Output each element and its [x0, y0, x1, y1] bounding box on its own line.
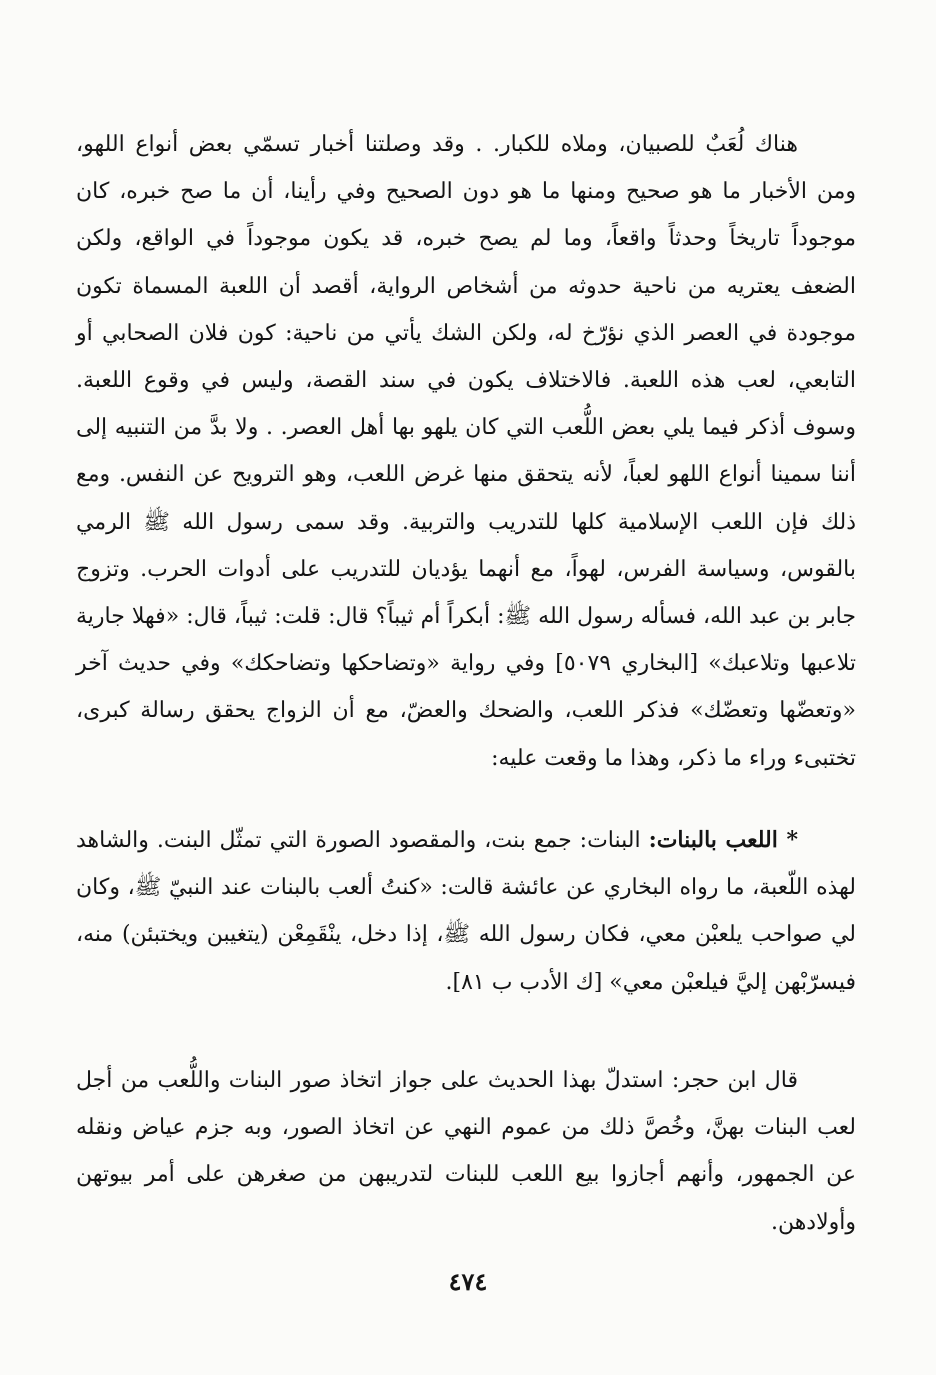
page-number: ٤٧٤	[448, 1267, 488, 1296]
section-heading-dolls: * اللعب بالبنات:	[648, 827, 799, 853]
paragraph-ibn-hajar: قال ابن حجر: استدلّ بهذا الحديث على جواز اتخاذ صور البنات واللُّعب من أجل لعب البنات بهنَّ، وخُصَّ ذلك من عموم النهي عن اتخاذ الصور، وبه جزم عياض ونقله عن الجمهور، وأنهم أجازوا بيع اللعب للبنات لتدريبهن من صغرهن على أمر بيوتهن وأولادهن.	[76, 1068, 856, 1235]
paragraph-dolls-body: البنات: جمع بنت، والمقصود الصورة التي تمثّل البنت. والشاهد لهذه اللّعبة، ما رواه البخاري عن عائشة قالت: «كنتُ ألعب بالبنات عند النبيّ ﷺ، وكان لي صواحب يلعبْن معي، فكان رسول الله ﷺ، إذا دخل، ينْقَمِعْن (يتغيبن ويختبئن) منه، فيسرّبْهن إليَّ فيلعبْن معي» [ك الأدب ب ٨١].	[76, 828, 856, 995]
paragraph-games-intro: هناك لُعَبٌ للصبيان، وملاه للكبار. . وقد وصلتنا أخبار تسمّي بعض أنواع اللهو، ومن الأخبار ما هو صحيح ومنها ما هو دون الصحيح وفي رأينا، أن ما صح خبره، كان موجوداً تاريخاً وحدثاً واقعاً، وما لم يصح خبره، قد يكون موجوداً في الواقع، ولكن الضعف يعتريه من ناحية حدوثه من أشخاص الرواية، أقصد أن اللعبة المسماة تكون موجودة في العصر الذي نؤرّخ له، ولكن الشك يأتي من ناحية: كون فلان الصحابي أو التابعي، لعب هذه اللعبة. فالاختلاف يكون في سند القصة، وليس في وقوع اللعبة. وسوف أذكر فيما يلي بعض اللُّعب التي كان يلهو بها أهل العصر. . ولا بدَّ من التنبيه إلى أننا سمينا أنواع اللهو لعباً، لأنه يتحقق منها غرض اللعب، وهو الترويح عن النفس. ومع ذلك فإن اللعب الإسلامية كلها للتدريب والتربية. وقد سمى رسول الله ﷺ الرمي بالقوس، وسياسة الفرس، لهواً، مع أنهما يؤديان للتدريب على أدوات الحرب. وتزوج جابر بن عبد الله، فسأله رسول الله ﷺ: أبكراً أم ثيباً؟ قال: قلت: ثيباً، قال: «فهلا جارية تلاعبها وتلاعبك» [البخاري ٥٠٧٩] وفي رواية «وتضاحكها وتضاحكك» وفي حديث آخر «وتعضّها وتعضّك» فذكر اللعب، والضحك والعضّ، مع أن الزواج يحقق رسالة كبرى، تختبىء وراء ما ذكر، وهذا ما وقعت عليه:	[76, 132, 856, 771]
paragraph-dolls-section	[76, 817, 856, 1006]
